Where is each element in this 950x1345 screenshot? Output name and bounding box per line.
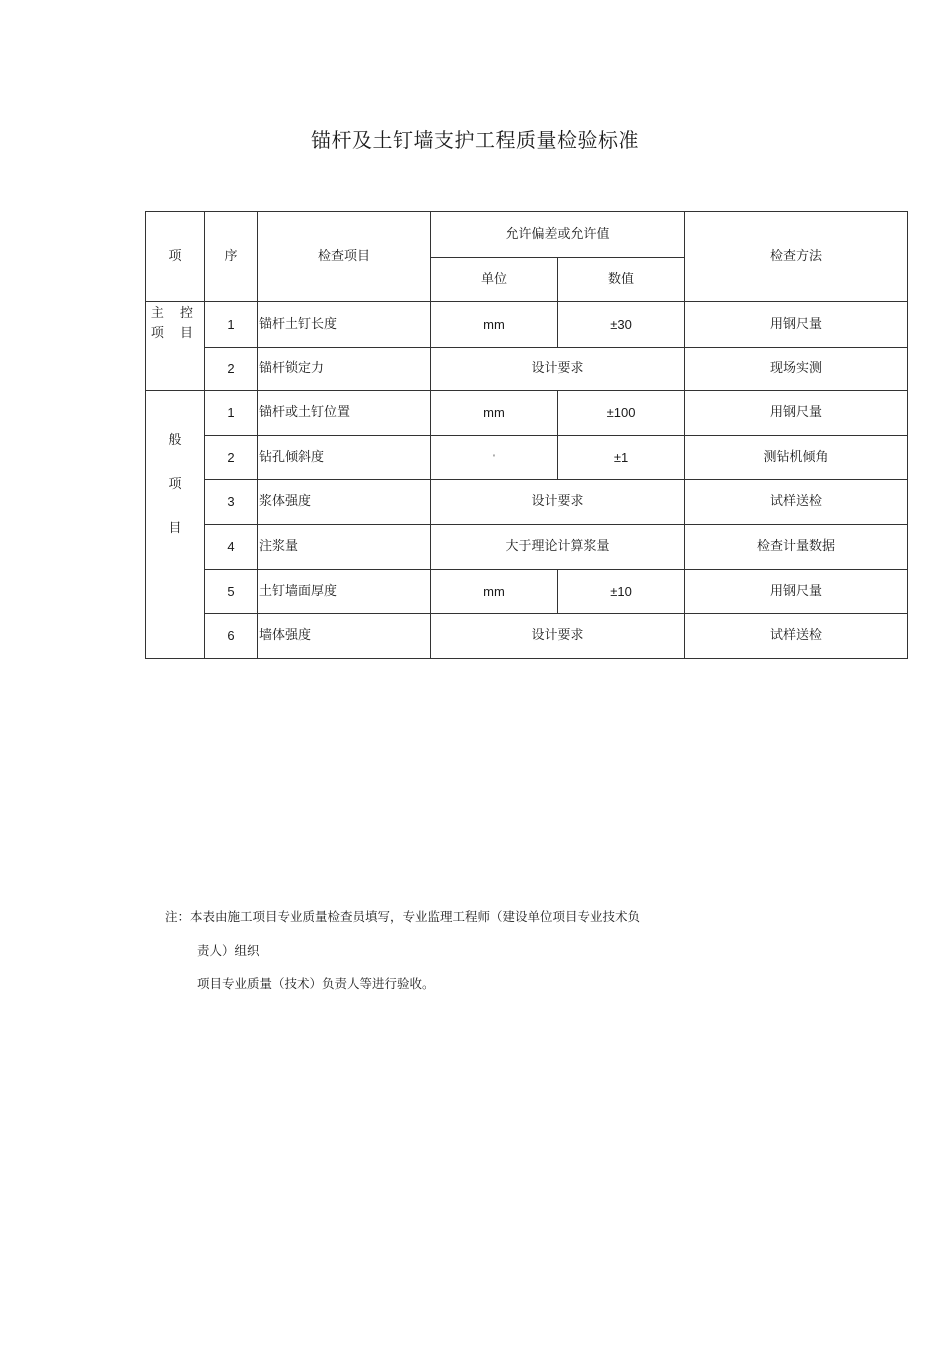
table-notes (165, 907, 641, 991)
row-requirement: 设计要求 (431, 480, 685, 525)
category-general (146, 391, 205, 659)
row-requirement: 设计要求 (431, 614, 685, 659)
table-row (146, 436, 908, 480)
row-method: 测钻机倾角 (685, 436, 908, 480)
row-seq: 6 (205, 614, 258, 659)
table-row (146, 302, 908, 348)
category-general-char: 项 (168, 476, 182, 492)
row-unit: mm (431, 391, 558, 436)
row-unit: mm (431, 302, 558, 348)
table-row (146, 525, 908, 570)
row-value: ±10 (558, 570, 685, 614)
row-seq: 2 (205, 436, 258, 480)
category-main-control: 主 控 项 目 (146, 302, 205, 391)
row-check-item: 锚杆锁定力 (258, 348, 431, 391)
category-general-char: 目 (168, 520, 182, 536)
row-check-item: 锚杆或土钉位置 (258, 391, 431, 436)
note-line-2: 责人）组织 (197, 943, 260, 958)
row-seq: 2 (205, 348, 258, 391)
row-requirement: 大于理论计算浆量 (431, 525, 685, 570)
row-value: ±30 (558, 302, 685, 348)
header-check-item: 检查项目 (258, 212, 431, 302)
row-check-item: 注浆量 (258, 525, 431, 570)
row-unit: mm (431, 570, 558, 614)
table-row (146, 348, 908, 391)
table-row (146, 480, 908, 525)
row-method: 现场实测 (685, 348, 908, 391)
table-row (146, 570, 908, 614)
row-method: 试样送检 (685, 614, 908, 659)
category-general-char: 般 (168, 432, 182, 448)
row-seq: 3 (205, 480, 258, 525)
header-unit: 单位 (431, 258, 558, 302)
row-method: 检查计量数据 (685, 525, 908, 570)
row-seq: 1 (205, 391, 258, 436)
row-value: ±1 (558, 436, 685, 480)
row-method: 试样送检 (685, 480, 908, 525)
row-seq: 5 (205, 570, 258, 614)
row-unit: ' (431, 436, 558, 480)
page-title: 锚杆及土钉墙支护工程质量检验标准 (311, 128, 639, 152)
row-method: 用钢尺量 (685, 570, 908, 614)
row-requirement: 设计要求 (431, 348, 685, 391)
row-check-item: 钻孔倾斜度 (258, 436, 431, 480)
header-tolerance: 允许偏差或允许值 (431, 212, 685, 258)
note-line-3: 项目专业质量（技术）负责人等进行验收。 (197, 976, 435, 991)
row-check-item: 浆体强度 (258, 480, 431, 525)
note-line-1: 注：本表由施工项目专业质量检查员填写，专业监理工程师（建设单位项目专业技术负 (165, 909, 641, 924)
row-seq: 1 (205, 302, 258, 348)
row-method: 用钢尺量 (685, 302, 908, 348)
header-method: 检查方法 (685, 212, 908, 302)
header-item: 项 (146, 212, 205, 302)
header-row-1 (146, 212, 908, 258)
row-value: ±100 (558, 391, 685, 436)
header-value: 数值 (558, 258, 685, 302)
row-check-item: 锚杆土钉长度 (258, 302, 431, 348)
header-seq: 序 (205, 212, 258, 302)
row-method: 用钢尺量 (685, 391, 908, 436)
table-row (146, 391, 908, 436)
row-seq: 4 (205, 525, 258, 570)
row-check-item: 土钉墙面厚度 (258, 570, 431, 614)
inspection-standard-table (145, 211, 908, 659)
table-row (146, 614, 908, 659)
row-check-item: 墙体强度 (258, 614, 431, 659)
